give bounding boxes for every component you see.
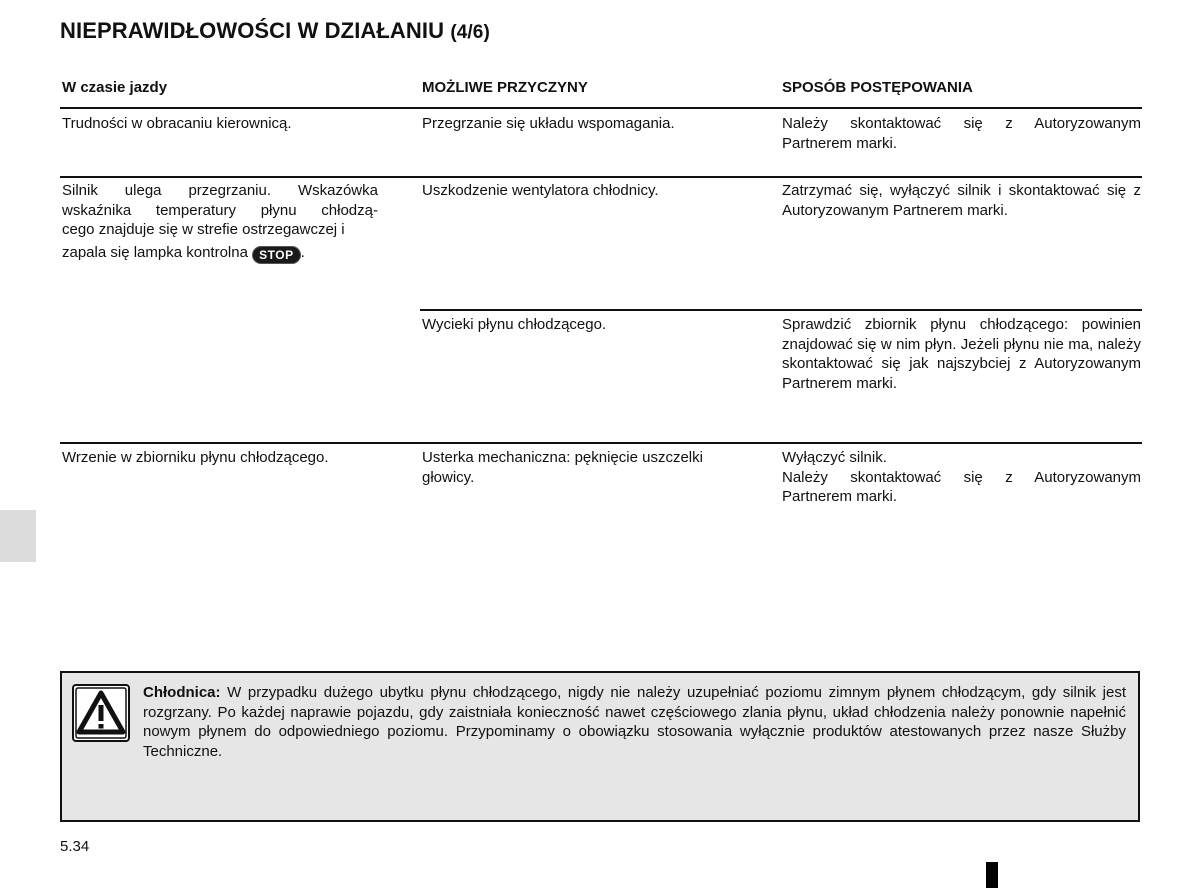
- row2-symptom: [62, 181, 378, 264]
- header-causes: MOŻLIWE PRZYCZYNY: [422, 79, 588, 96]
- page-number: 5.34: [60, 838, 90, 855]
- corner-marker: [986, 862, 998, 888]
- row2-symptom-end: .: [300, 243, 305, 261]
- row1-cause: Przegrzanie się układu wspomagania.: [422, 115, 675, 132]
- row4-action-line2: Należy skontaktować się z Autoryzowanym Partnerem marki.: [782, 468, 1141, 505]
- warning-text: [143, 683, 1126, 761]
- header-actions: SPOSÓB POSTĘPOWANIA: [782, 79, 973, 96]
- row-divider: [60, 442, 1142, 444]
- row4-action: [782, 448, 1141, 507]
- title-main: NIEPRAWIDŁOWOŚCI W DZIAŁANIU: [60, 18, 445, 43]
- warning-body: W przypadku dużego ubytku płynu chłodzącego, nigdy nie należy uzupełniać poziomu zimnym płynem chłodzącym, gdy silnik jest rozgrzany. Po każdej naprawie pojazdu, gdy zaistniała konieczność nawet częściowego zlania płynu, układ chłodzenia należy ponownie napełnić nowym płynem do odpowiedniego poziomu. Przypominamy o obowiązku stosowania wyłącznie produktów atestowanych przez nasze Służby Techniczne.: [143, 684, 1126, 760]
- row4-action-line1: Wyłączyć silnik.: [782, 449, 887, 466]
- row1-action: Należy skontaktować się z Autoryzowanym Partnerem marki.: [782, 115, 1141, 152]
- row3-cause: Wycieki płynu chłodzącego.: [422, 316, 607, 333]
- row2-cause: Uszkodzenie wentylatora chłodnicy.: [422, 182, 659, 199]
- header-divider: [60, 107, 1142, 109]
- warning-label: Chłodnica:: [143, 684, 221, 701]
- row2-symptom-line2: wskaźnika temperatury płynu chłodzą-: [62, 201, 378, 219]
- chapter-tab: [0, 510, 36, 562]
- row3-action: Sprawdzić zbiornik płynu chłodzącego: powinien znajdować się w nim płyn. Jeżeli płynu nie ma, należy skontaktować się jak najszybciej z Autoryzowanym Partnerem marki.: [782, 316, 1141, 392]
- row-divider: [420, 309, 1142, 311]
- row-divider: [60, 176, 1142, 178]
- row4-symptom: Wrzenie w zbiorniku płynu chłodzącego.: [62, 449, 329, 466]
- row2-symptom-line4-text: zapala się lampka kontrolna: [62, 243, 248, 261]
- header-symptom: W czasie jazdy: [62, 79, 168, 96]
- row2-symptom-line4: [62, 243, 378, 264]
- row2-symptom-line3: cego znajduje się w strefie ostrzegawczej i: [62, 221, 345, 238]
- row4-cause: Usterka mechaniczna: pęknięcie uszczelki głowicy.: [422, 449, 703, 486]
- warning-triangle-icon: [72, 684, 130, 742]
- stop-warning-icon: STOP: [252, 246, 300, 264]
- page-title: [60, 18, 490, 44]
- row2-symptom-line1: Silnik ulega przegrzaniu. Wskazówka: [62, 182, 378, 199]
- title-part: (4/6): [450, 22, 490, 43]
- row2-action: Zatrzymać się, wyłączyć silnik i skontaktować się z Autoryzowanym Partnerem marki.: [782, 182, 1141, 219]
- row1-symptom: Trudności w obracaniu kierownicą.: [62, 115, 292, 132]
